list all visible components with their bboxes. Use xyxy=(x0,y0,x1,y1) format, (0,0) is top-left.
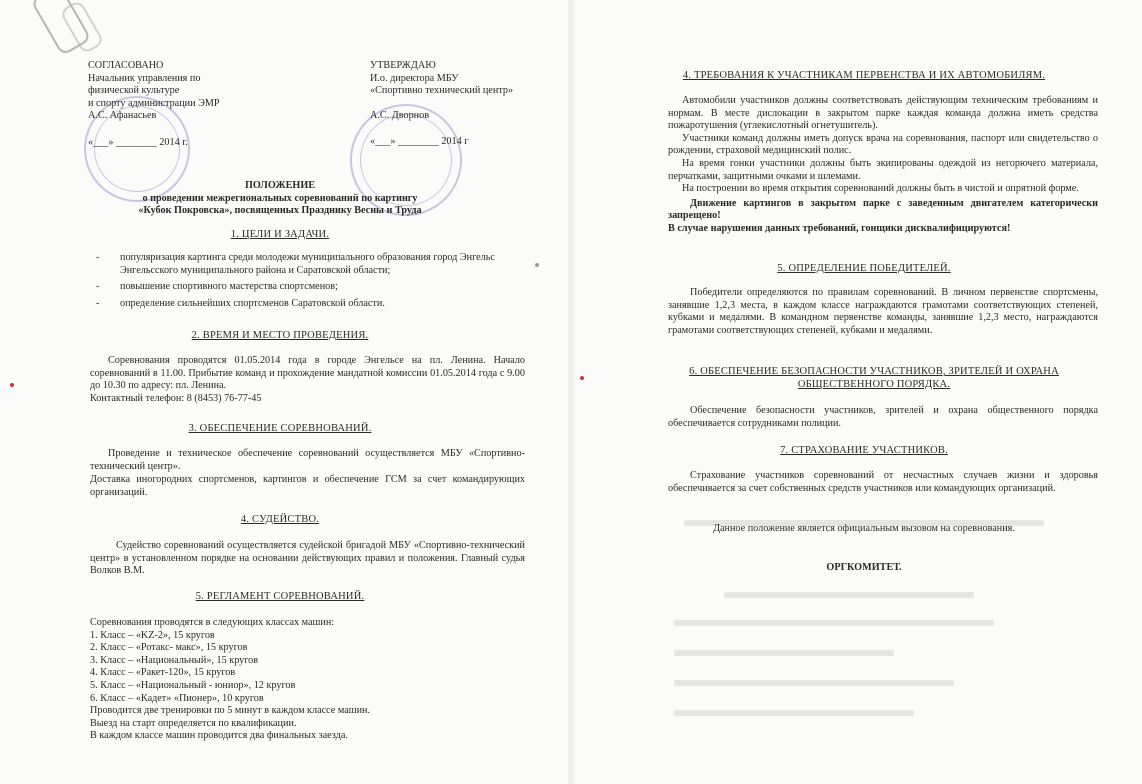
bleed-through xyxy=(674,650,894,656)
punch-mark xyxy=(535,263,539,267)
page-left xyxy=(0,0,568,784)
section-heading: 6. ОБЕСПЕЧЕНИЕ БЕЗОПАСНОСТИ УЧАСТНИКОВ, ЗРИТЕЛЕЙ И ОХРАНА xyxy=(689,366,1059,377)
page-right xyxy=(574,0,1142,784)
section-text: Победители определяются по правилам соревнований. В личном первенстве спортсмены, занявшие 1,2,3 места, в каждом классе награждаются грамотами соответствующих степеней, кубками и медалями. В командном первенстве команды, занявшие 1,2,3 место, награждаются грамотами соответствующих степеней, кубками и медалями. xyxy=(668,287,1098,336)
section-heading: 1. ЦЕЛИ И ЗАДАЧИ. xyxy=(230,229,330,240)
warning-text: В случае нарушения данных требований, гонщики дисквалифицируются! xyxy=(668,222,1011,234)
section-heading: 3. ОБЕСПЕЧЕНИЕ СОРЕВНОВАНИЙ. xyxy=(188,423,372,434)
class-item: 5. Класс – «Национальный - юниор», 12 кругов xyxy=(90,679,296,691)
section-heading: 4. СУДЕЙСТВО. xyxy=(240,514,320,525)
section-heading: 5. ОПРЕДЕЛЕНИЕ ПОБЕДИТЕЛЕЙ. xyxy=(777,263,951,274)
section-text: Соревнования проводятся 01.05.2014 года в городе Энгельсе на пл. Ленина. Начало соревнований в 11.00. Прибытие команд и прохождение мандатной комиссии 01.05.2014 года с 9.00 до 10.30 по адресу: пл. Ленина. xyxy=(90,355,525,392)
agreed-line: Начальник управления по xyxy=(88,72,201,84)
bleed-through xyxy=(674,710,914,716)
contact-phone: Контактный телефон: 8 (8453) 76-77-45 xyxy=(90,393,262,404)
section-text: Проведение и техническое обеспечение соревнований осуществляется МБУ «Спортивно-технический центр». xyxy=(90,448,525,472)
class-item: 4. Класс – «Ракет-120», 15 кругов xyxy=(90,667,236,679)
class-item: 6. Класс – «Кадет» «Пионер», 10 кругов xyxy=(90,692,264,704)
document-subtitle: о проведении межрегиональных соревнований по картингу xyxy=(142,192,418,204)
agreed-name: А.С. Афанасьев xyxy=(88,110,157,122)
agreed-date: «___» ________ 2014 г. xyxy=(88,136,188,148)
section-text: Страхование участников соревнований от несчастных случаев жизни и здоровья обеспечивается за счет собственных средств участников или командующих организаций. xyxy=(668,470,1098,494)
paragraph: На построении во время открытия соревнований должны быть в чистой и опрятной форме. xyxy=(682,183,1079,195)
approved-date: «___» ________ 2014 г xyxy=(370,136,469,148)
regulation-note: Выезд на старт определяется по квалификации. xyxy=(90,717,297,729)
section-text: Обеспечение безопасности участников, зрителей и охрана общественного порядка обеспечивается сотрудниками полиции. xyxy=(668,405,1098,429)
approved-name: А.С. Дворнов xyxy=(370,109,430,121)
list-item: - повышение спортивного мастерства спортсменов; xyxy=(90,281,510,294)
paragraph: На время гонки участники должны быть экипированы одеждой из негорючего материала, перчатками, защитными очками и шлемами. xyxy=(668,157,1098,182)
regulation-note: Проводится две тренировки по 5 минут в каждом классе машин. xyxy=(90,705,371,717)
bleed-through xyxy=(724,592,974,598)
punch-mark xyxy=(580,376,584,380)
section-heading: 4. ТРЕБОВАНИЯ К УЧАСТНИКАМ ПЕРВЕНСТВА И ИХ АВТОМОБИЛЯМ. xyxy=(682,70,1046,81)
agreed-title: СОГЛАСОВАНО xyxy=(88,60,164,71)
paragraph: Автомобили участников должны соответствовать действующим техническим требованиям и нормам. В месте дислокации в закрытом парке каждая команда должна иметь средства пожаротушения (углекислотный огнетушитель). xyxy=(668,95,1098,132)
classes-intro: Соревнования проводятся в следующих классах машин: xyxy=(90,617,335,628)
section-text: Доставка иногородних спортсменов, картингов и обеспечение ГСМ за счет командирующих организаций. xyxy=(90,474,525,498)
bleed-through xyxy=(674,680,954,686)
punch-mark xyxy=(10,383,14,387)
bleed-through xyxy=(674,620,994,626)
official-call: Данное положение является официальным вызовом на соревнования. xyxy=(713,523,1015,534)
section-heading: 2. ВРЕМЯ И МЕСТО ПРОВЕДЕНИЯ. xyxy=(191,330,369,341)
approved-block xyxy=(370,60,560,149)
list-item: - популяризация картинга среди молодежи муниципального образования город Энгельс Энгельсского муниципального района и Саратовской области; xyxy=(90,252,510,277)
regulation-note: В каждом классе машин проводится два финальных заезда. xyxy=(90,730,348,742)
goals-list xyxy=(90,252,510,310)
document-subtitle: «Кубок Покровска», посвященных Празднику Весны и Труда xyxy=(138,205,422,217)
document-title: ПОЛОЖЕНИЕ xyxy=(244,180,316,191)
class-item: 2. Класс – «Ротакс- макс», 15 кругов xyxy=(90,642,248,654)
approved-line: «Спортивно технический центр» xyxy=(370,85,514,97)
requirements-block xyxy=(668,95,1098,236)
agreed-line: физической культуре xyxy=(88,85,180,97)
section-text: Судейство соревнований осуществляется судейской бригадой МБУ «Спортивно-технический центр» в установленном порядке на основании действующих правил и положения. Главный судья Волков В.М. xyxy=(90,540,525,577)
approved-title: УТВЕРЖДАЮ xyxy=(370,60,436,71)
approved-line: И.о. директора МБУ xyxy=(370,72,459,84)
section-heading: 5. РЕГЛАМЕНТ СОРЕВНОВАНИЙ. xyxy=(195,591,365,602)
paragraph: Участники команд должны иметь допуск врача на соревнования, паспорт или свидетельство о рождении, страховой медицинский полис. xyxy=(668,132,1098,157)
class-item: 1. Класс – «KZ-2», 15 кругов xyxy=(90,629,215,641)
document-title-block xyxy=(60,180,500,218)
list-item: - определение сильнейших спортсменов Саратовской области. xyxy=(90,298,510,311)
section-heading: 7. СТРАХОВАНИЕ УЧАСТНИКОВ. xyxy=(780,445,948,456)
agreed-block xyxy=(88,60,258,150)
agreed-line: и спорту администрации ЭМР xyxy=(88,97,220,109)
warning-text: Движение картингов в закрытом парке с заведенным двигателем категорически запрещено! xyxy=(668,197,1098,222)
class-item: 3. Класс – «Национальный», 15 кругов xyxy=(90,654,259,666)
section-heading: ОБЩЕСТВЕННОГО ПОРЯДКА. xyxy=(797,379,951,390)
organizing-committee: ОРГКОМИТЕТ. xyxy=(826,562,902,573)
classes-block xyxy=(90,617,525,743)
